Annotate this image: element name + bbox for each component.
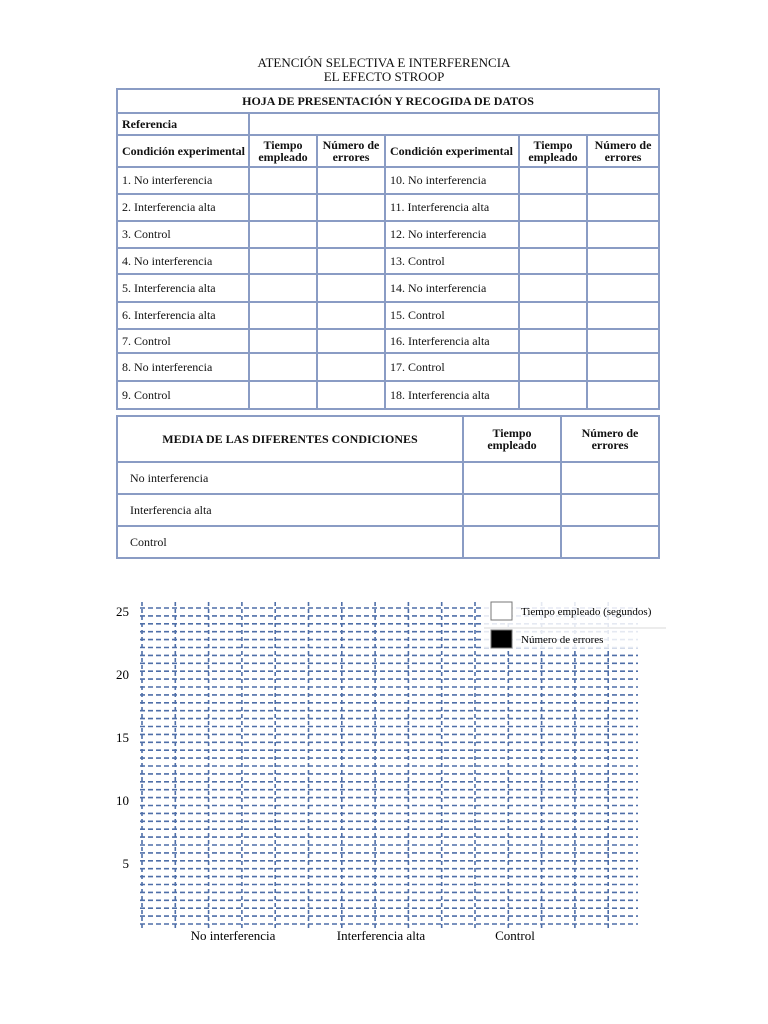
summary-errors-input[interactable] [561,526,659,558]
trial-condition-right: 11. Interferencia alta [385,194,519,221]
trial-row [117,248,659,274]
trial-errors-input[interactable] [317,194,385,221]
trial-condition-left: 7. Control [117,329,249,353]
legend-swatch [491,602,512,620]
legend-label: Tiempo empleado (segundos) [521,606,652,618]
x-tick-label: No interferencia [190,928,276,943]
y-tick-label: 20 [116,667,129,682]
trial-condition-left: 1. No interferencia [117,167,249,194]
trial-errors-input[interactable] [317,302,385,329]
col-time-right: Tiempo empleado [519,135,587,167]
summary-row [117,494,659,526]
results-chart [0,580,768,960]
col-time-left: Tiempo empleado [249,135,317,167]
trial-row [117,167,659,194]
data-sheet-table [116,88,660,410]
col-errors-right: Número de errores [587,135,659,167]
trial-condition-right: 13. Control [385,248,519,274]
summary-errors-input[interactable] [561,494,659,526]
chart-y-ticks [116,604,129,871]
trial-errors-input[interactable] [317,381,385,409]
summary-time-input[interactable] [463,494,561,526]
trial-condition-right: 14. No interferencia [385,274,519,302]
trial-errors-input[interactable] [317,221,385,248]
trial-time-input[interactable] [519,274,587,302]
trial-errors-input[interactable] [587,167,659,194]
trial-time-input[interactable] [249,167,317,194]
summary-errors-input[interactable] [561,462,659,494]
document-subtitle: EL EFECTO STROOP [323,69,445,84]
reference-input[interactable] [249,113,659,135]
trial-time-input[interactable] [519,167,587,194]
trial-time-input[interactable] [249,381,317,409]
trial-time-input[interactable] [249,194,317,221]
summary-condition: Interferencia alta [117,494,463,526]
summary-row [117,526,659,558]
trial-condition-left: 4. No interferencia [117,248,249,274]
legend-label: Número de errores [521,634,604,646]
trial-time-input[interactable] [249,329,317,353]
chart-horizontal-grid [140,608,638,924]
trial-row [117,274,659,302]
summary-time-input[interactable] [463,462,561,494]
reference-label: Referencia [117,113,249,135]
trial-time-input[interactable] [519,302,587,329]
trial-condition-left: 6. Interferencia alta [117,302,249,329]
y-tick-label: 5 [122,856,129,871]
trial-condition-right: 18. Interferencia alta [385,381,519,409]
trial-errors-input[interactable] [587,353,659,381]
col-errors-left: Número de errores [317,135,385,167]
trial-condition-right: 16. Interferencia alta [385,329,519,353]
trial-errors-input[interactable] [587,274,659,302]
col-condition-right: Condición experimental [385,135,519,167]
trial-condition-left: 5. Interferencia alta [117,274,249,302]
chart-vertical-grid [142,602,608,928]
trial-condition-left: 3. Control [117,221,249,248]
legend-swatch [491,630,512,648]
data-sheet-title: HOJA DE PRESENTACIÓN Y RECOGIDA DE DATOS [117,89,659,113]
trial-errors-input[interactable] [317,248,385,274]
trial-rows [117,167,659,409]
trial-row [117,353,659,381]
trial-time-input[interactable] [249,248,317,274]
trial-errors-input[interactable] [317,353,385,381]
trial-errors-input[interactable] [317,167,385,194]
chart-legend [484,598,666,648]
trial-time-input[interactable] [519,353,587,381]
summary-table [116,415,660,559]
y-tick-label: 25 [116,604,129,619]
trial-condition-left: 9. Control [117,381,249,409]
trial-condition-right: 17. Control [385,353,519,381]
trial-errors-input[interactable] [587,221,659,248]
summary-condition: No interferencia [117,462,463,494]
trial-time-input[interactable] [519,248,587,274]
y-tick-label: 10 [116,793,129,808]
chart-x-ticks [191,928,536,943]
trial-row [117,381,659,409]
x-tick-label: Control [495,928,535,943]
trial-row [117,302,659,329]
trial-condition-left: 2. Interferencia alta [117,194,249,221]
summary-row [117,462,659,494]
summary-col-time: Tiempo empleado [463,416,561,462]
trial-condition-right: 10. No interferencia [385,167,519,194]
col-condition-left: Condición experimental [117,135,249,167]
trial-errors-input[interactable] [587,194,659,221]
trial-time-input[interactable] [249,274,317,302]
trial-row [117,194,659,221]
trial-errors-input[interactable] [587,248,659,274]
document-title: ATENCIÓN SELECTIVA E INTERFERENCIA [257,55,511,70]
trial-row [117,329,659,353]
trial-errors-input[interactable] [587,381,659,409]
trial-errors-input[interactable] [587,329,659,353]
trial-time-input[interactable] [249,353,317,381]
trial-errors-input[interactable] [587,302,659,329]
trial-time-input[interactable] [519,221,587,248]
summary-condition: Control [117,526,463,558]
trial-time-input[interactable] [249,302,317,329]
trial-condition-right: 15. Control [385,302,519,329]
trial-time-input[interactable] [519,329,587,353]
trial-row [117,221,659,248]
trial-condition-right: 12. No interferencia [385,221,519,248]
trial-condition-left: 8. No interferencia [117,353,249,381]
summary-title: MEDIA DE LAS DIFERENTES CONDICIONES [117,416,463,462]
trial-time-input[interactable] [249,221,317,248]
trial-errors-input[interactable] [317,274,385,302]
trial-time-input[interactable] [519,381,587,409]
summary-time-input[interactable] [463,526,561,558]
summary-rows [117,462,659,558]
summary-col-errors: Número de errores [561,416,659,462]
trial-time-input[interactable] [519,194,587,221]
trial-errors-input[interactable] [317,329,385,353]
x-tick-label: Interferencia alta [336,928,426,943]
y-tick-label: 15 [116,730,129,745]
